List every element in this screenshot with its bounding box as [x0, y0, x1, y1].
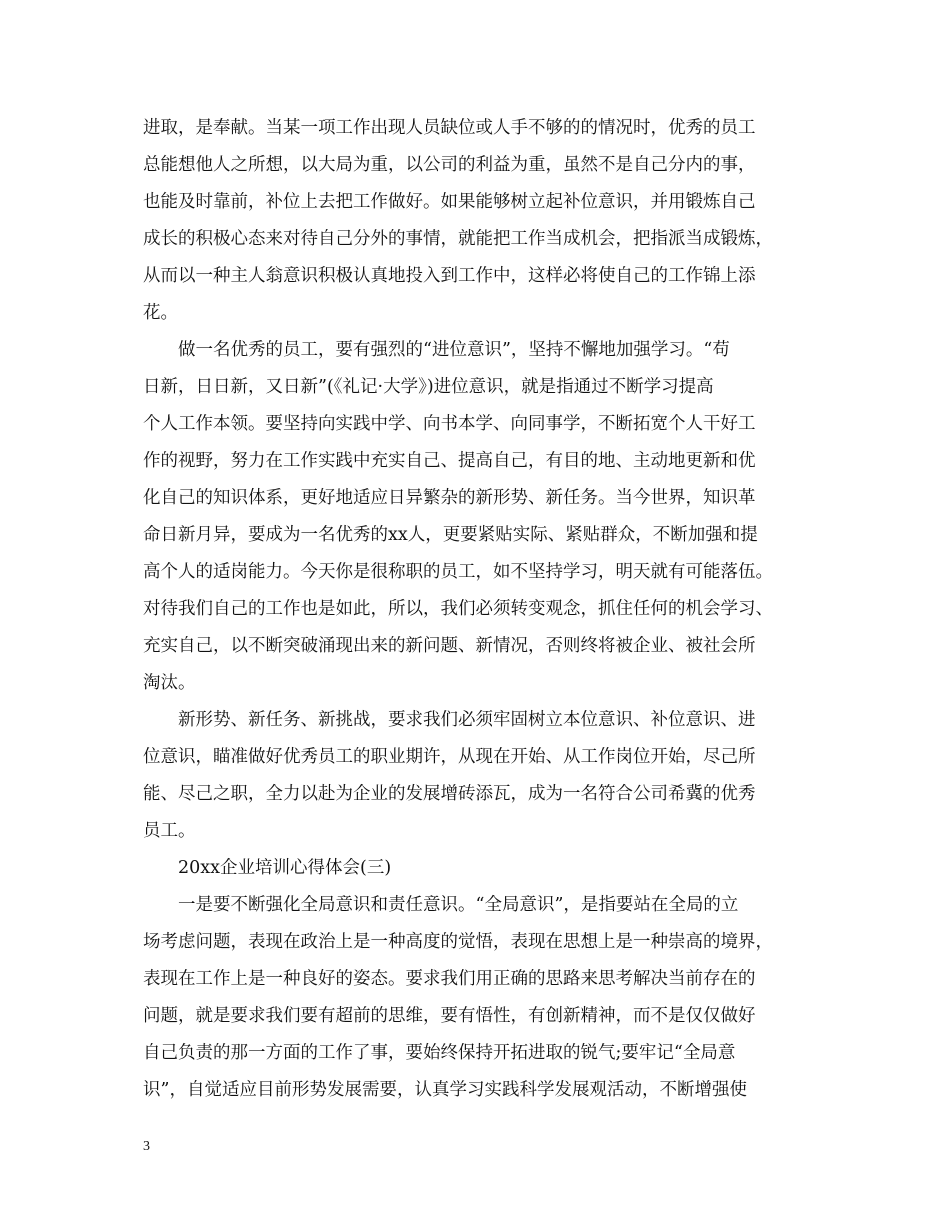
text-line: 成长的积极心态来对待自己分外的事情，就能把工作当成机会，把指派当成锻炼，	[143, 229, 773, 249]
text-line: 淘汰。	[143, 673, 196, 693]
text-line: 作的视野，努力在工作实践中充实自己、提高自己，有目的地、主动地更新和优	[143, 451, 756, 471]
page-number: 3	[143, 1139, 150, 1154]
text-line: 场考虑问题，表现在政治上是一种高度的觉悟，表现在思想上是一种崇高的境界，	[143, 932, 773, 952]
text-line: 从而以一种主人翁意识积极认真地投入到工作中，这样必将使自己的工作锦上添	[143, 266, 756, 286]
text-line: 员工。	[143, 821, 196, 841]
paragraph-start-line: 新形势、新任务、新挑战，要求我们必须牢固树立本位意识、补位意识、进	[178, 710, 756, 730]
text-line: 高个人的适岗能力。今天你是很称职的员工，如不坚持学习，明天就有可能落伍。	[143, 562, 773, 582]
text-line: 位意识，瞄准做好优秀员工的职业期许，从现在开始、从工作岗位开始，尽己所	[143, 747, 756, 767]
text-line: 自己负责的那一方面的工作了事，要始终保持开拓进取的锐气;要牢记“全局意	[143, 1043, 736, 1063]
text-line: 问题，就是要求我们要有超前的思维，要有悟性，有创新精神，而不是仅仅做好	[143, 1006, 756, 1026]
paragraph-start-line: 一是要不断强化全局意识和责任意识。“全局意识”，是指要站在全局的立	[178, 895, 739, 915]
text-line: 对待我们自己的工作也是如此，所以，我们必须转变观念，抓住任何的机会学习、	[143, 599, 773, 619]
text-line: 命日新月异，要成为一名优秀的xx人，更要紧贴实际、紧贴群众，不断加强和提	[143, 525, 758, 545]
text-line: 个人工作本领。要坚持向实践中学、向书本学、向同事学，不断拓宽个人干好工	[143, 414, 756, 434]
text-line: 化自己的知识体系，更好地适应日异繁杂的新形势、新任务。当今世界，知识革	[143, 488, 756, 508]
paragraph-start-line: 做一名优秀的员工，要有强烈的“进位意识”，坚持不懈地加强学习。“苟	[178, 340, 730, 360]
text-line: 能、尽己之职，全力以赴为企业的发展增砖添瓦，成为一名符合公司希冀的优秀	[143, 784, 756, 804]
text-line: 充实自己，以不断突破涌现出来的新问题、新情况，否则终将被企业、被社会所	[143, 636, 756, 656]
text-line: 花。	[143, 303, 178, 323]
text-line: 表现在工作上是一种良好的姿态。要求我们用正确的思路来思考解决当前存在的	[143, 969, 756, 989]
text-line: 进取，是奉献。当某一项工作出现人员缺位或人手不够的的情况时，优秀的员工	[143, 118, 756, 138]
section-heading: 20xx企业培训心得体会(三)	[178, 858, 392, 878]
text-line: 也能及时靠前，补位上去把工作做好。如果能够树立起补位意识，并用锻炼自己	[143, 192, 756, 212]
text-line: 日新，日日新，又日新”(《礼记·大学》)进位意识，就是指通过不断学习提高	[143, 377, 714, 397]
text-line: 识”，自觉适应目前形势发展需要，认真学习实践科学发展观活动，不断增强使	[143, 1080, 747, 1100]
text-line: 总能想他人之所想，以大局为重，以公司的利益为重，虽然不是自己分内的事，	[143, 155, 756, 175]
